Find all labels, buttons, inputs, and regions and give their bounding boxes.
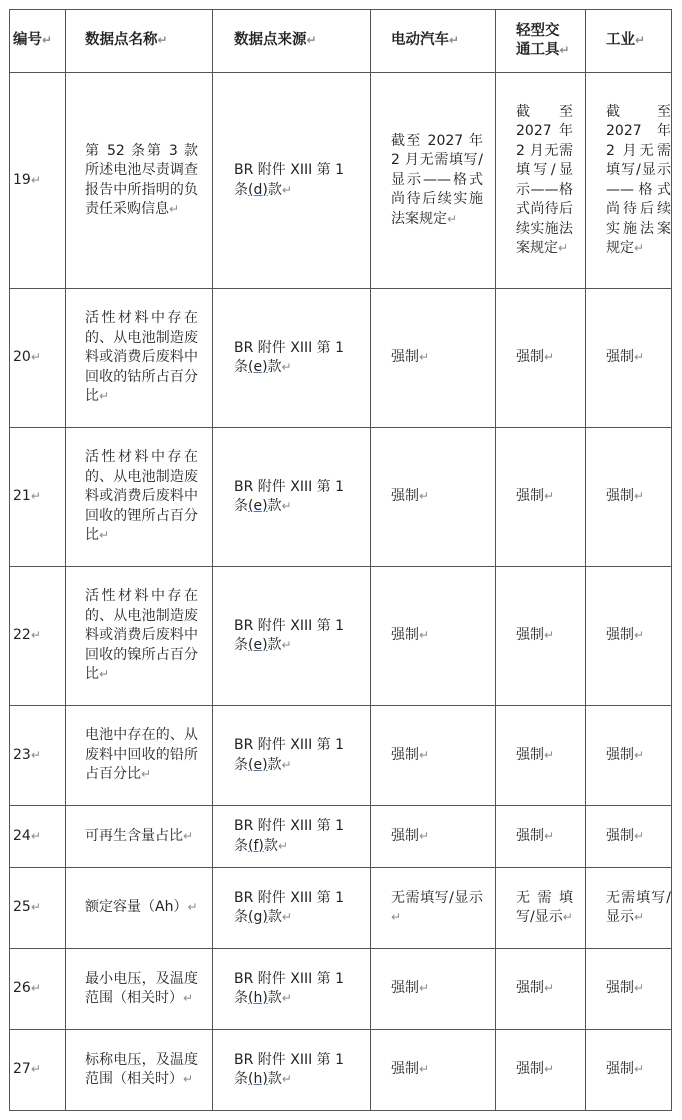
row-id: 26↵ xyxy=(10,949,66,1030)
row-industrial: 强制↵ xyxy=(586,289,672,428)
row-id-text: 26 xyxy=(13,980,31,997)
table-row xyxy=(10,73,672,289)
row-ev: 强制↵ xyxy=(371,806,496,868)
row-source: BR 附件 XIII 第 1 条(g)款↵ xyxy=(213,868,371,949)
row-id: 23↵ xyxy=(10,706,66,806)
source-post: 款 xyxy=(267,756,282,773)
row-name-text: 活性材料中存在的、从电池制造废料或消费后废料中回收的锂所占百分比 xyxy=(85,449,198,544)
row-id: 27↵ xyxy=(10,1030,66,1111)
row-industrial-text: 强制 xyxy=(606,746,634,763)
row-ev-text: 强制 xyxy=(391,980,419,997)
row-source: BR 附件 XIII 第 1 条(e)款↵ xyxy=(213,289,371,428)
row-name-text: 额定容量（Ah） xyxy=(85,899,188,916)
row-ev-text: 强制 xyxy=(391,349,419,366)
source-clause: (d) xyxy=(248,181,268,198)
row-lmt: 强制↵ xyxy=(496,289,586,428)
source-pre: BR 附件 XIII 第 1 条 xyxy=(234,737,345,773)
row-ev: 强制↵ xyxy=(371,567,496,706)
source-clause: (h) xyxy=(248,1071,268,1087)
source-pre: BR 附件 XIII 第 1 条 xyxy=(234,1051,345,1087)
row-industrial-text: 强制 xyxy=(606,827,634,844)
source-post: 款 xyxy=(267,909,282,925)
source-pre: BR 附件 XIII 第 1 条 xyxy=(234,617,345,653)
source-pre: BR 附件 XIII 第 1 条 xyxy=(234,339,345,375)
source-clause: (h) xyxy=(248,990,268,1006)
row-name-text: 第 52 条第 3 款所述电池尽责调查报告中所指明的负责任采购信息 xyxy=(85,142,198,217)
row-industrial-text: 强制 xyxy=(606,1061,634,1078)
row-id-text: 20 xyxy=(13,349,31,366)
row-name: 可再生含量占比↵ xyxy=(66,806,213,868)
row-source: BR 附件 XIII 第 1 条(d)款↵ xyxy=(213,73,371,289)
row-lmt: 强制↵ xyxy=(496,806,586,868)
row-industrial: 无需填写/显示↵ xyxy=(586,868,672,949)
source-pre: BR 附件 XIII 第 1 条 xyxy=(234,818,345,854)
row-id: 25↵ xyxy=(10,868,66,949)
header-name: 数据点名称↵ xyxy=(66,10,213,73)
source-clause: (e) xyxy=(248,637,268,653)
table-row xyxy=(10,428,672,567)
header-lmt: 轻型交通工具↵ xyxy=(496,10,586,73)
source-post: 款 xyxy=(267,359,282,375)
row-ev-text: 无需填写/显示 xyxy=(391,889,483,906)
row-lmt: 强制↵ xyxy=(496,949,586,1030)
source-post: 款 xyxy=(267,637,282,653)
row-industrial-text: 强制 xyxy=(606,627,634,644)
row-id-text: 22 xyxy=(13,627,31,644)
row-ev: 强制↵ xyxy=(371,1030,496,1111)
row-industrial: 强制↵ xyxy=(586,706,672,806)
row-industrial: 强制↵ xyxy=(586,1030,672,1111)
row-ev: 截至 2027 年 2 月无需填写/显示——格式尚待后续实施法案规定↵ xyxy=(371,73,496,289)
row-id-text: 25 xyxy=(13,899,31,916)
table-row xyxy=(10,1030,672,1111)
table-row xyxy=(10,289,672,428)
row-source: BR 附件 XIII 第 1 条(h)款↵ xyxy=(213,1030,371,1111)
row-id: 24↵ xyxy=(10,806,66,868)
row-source: BR 附件 XIII 第 1 条(f)款↵ xyxy=(213,806,371,868)
row-lmt-text: 强制 xyxy=(516,488,544,505)
header-ev: 电动汽车↵ xyxy=(371,10,496,73)
row-lmt-text: 强制 xyxy=(516,980,544,997)
header-source: 数据点来源↵ xyxy=(213,10,371,73)
row-ev: 强制↵ xyxy=(371,428,496,567)
row-source: BR 附件 XIII 第 1 条(e)款↵ xyxy=(213,706,371,806)
row-id: 19↵ xyxy=(10,73,66,289)
source-post: 款 xyxy=(267,990,282,1006)
row-industrial: 强制↵ xyxy=(586,428,672,567)
source-post: 款 xyxy=(267,1071,282,1087)
row-id-text: 19 xyxy=(13,171,31,188)
row-ev-text: 强制 xyxy=(391,827,419,844)
row-id: 21↵ xyxy=(10,428,66,567)
row-ev-text: 强制 xyxy=(391,627,419,644)
row-ev: 强制↵ xyxy=(371,289,496,428)
row-source: BR 附件 XIII 第 1 条(e)款↵ xyxy=(213,567,371,706)
row-ev-text: 截至 2027 年 2 月无需填写/显示——格式尚待后续实施法案规定 xyxy=(391,132,483,227)
data-point-table xyxy=(9,9,672,1111)
header-row xyxy=(10,10,672,73)
source-pre: BR 附件 XIII 第 1 条 xyxy=(234,478,345,514)
table-row xyxy=(10,706,672,806)
row-source: BR 附件 XIII 第 1 条(h)款↵ xyxy=(213,949,371,1030)
source-post: 款 xyxy=(263,837,278,854)
row-name-text: 电池中存在的、从废料中回收的铅所占百分比 xyxy=(85,727,198,783)
source-pre: BR 附件 XIII 第 1 条 xyxy=(234,162,345,198)
row-lmt: 强制↵ xyxy=(496,567,586,706)
row-industrial-text: 无需填写/显示 xyxy=(606,889,671,925)
row-industrial: 截至 2027 年 2 月无需填写/显示——格式尚待后续实施法案规定↵ xyxy=(586,73,672,289)
row-name: 额定容量（Ah）↵ xyxy=(66,868,213,949)
row-lmt: 强制↵ xyxy=(496,1030,586,1111)
row-lmt-text: 强制 xyxy=(516,827,544,844)
source-pre: BR 附件 XIII 第 1 条 xyxy=(234,889,345,925)
row-name-text: 可再生含量占比 xyxy=(85,827,183,844)
table-row xyxy=(10,868,672,949)
row-industrial-text: 强制 xyxy=(606,488,634,505)
row-ev-text: 强制 xyxy=(391,746,419,763)
row-source: BR 附件 XIII 第 1 条(e)款↵ xyxy=(213,428,371,567)
row-name-text: 最小电压，及温度范围（相关时） xyxy=(85,970,198,1006)
row-ev-text: 强制 xyxy=(391,1061,419,1078)
row-id: 20↵ xyxy=(10,289,66,428)
row-lmt: 截至 2027 年 2 月无需填写/显示——格式尚待后续实施法案规定↵ xyxy=(496,73,586,289)
row-ev-text: 强制 xyxy=(391,488,419,505)
row-industrial-text: 强制 xyxy=(606,349,634,366)
row-name: 第 52 条第 3 款所述电池尽责调查报告中所指明的负责任采购信息↵ xyxy=(66,73,213,289)
row-id-text: 24 xyxy=(13,827,31,844)
row-name: 标称电压，及温度范围（相关时）↵ xyxy=(66,1030,213,1111)
table-body xyxy=(10,73,672,1111)
source-clause: (e) xyxy=(248,359,268,375)
row-industrial-text: 强制 xyxy=(606,980,634,997)
row-industrial: 强制↵ xyxy=(586,949,672,1030)
source-clause: (g) xyxy=(248,909,268,925)
row-name-text: 活性材料中存在的、从电池制造废料或消费后废料中回收的镍所占百分比 xyxy=(85,588,198,683)
row-id-text: 21 xyxy=(13,488,31,505)
row-lmt-text: 截至 2027 年 2 月无需填写/显示——格式尚待后续实施法案规定 xyxy=(516,103,573,256)
row-lmt-text: 强制 xyxy=(516,627,544,644)
source-clause: (e) xyxy=(248,756,268,773)
source-clause: (e) xyxy=(248,498,268,514)
row-lmt: 强制↵ xyxy=(496,706,586,806)
row-name-text: 活性材料中存在的、从电池制造废料或消费后废料中回收的钴所占百分比 xyxy=(85,310,198,405)
row-industrial: 强制↵ xyxy=(586,806,672,868)
row-id-text: 27 xyxy=(13,1061,31,1078)
header-industrial: 工业↵ xyxy=(586,10,672,73)
source-pre: BR 附件 XIII 第 1 条 xyxy=(234,970,345,1006)
row-name: 电池中存在的、从废料中回收的铅所占百分比↵ xyxy=(66,706,213,806)
row-name: 活性材料中存在的、从电池制造废料或消费后废料中回收的锂所占百分比↵ xyxy=(66,428,213,567)
row-name: 活性材料中存在的、从电池制造废料或消费后废料中回收的镍所占百分比↵ xyxy=(66,567,213,706)
table-row xyxy=(10,806,672,868)
row-industrial: 强制↵ xyxy=(586,567,672,706)
row-id-text: 23 xyxy=(13,746,31,763)
row-lmt-text: 强制 xyxy=(516,746,544,763)
row-ev: 无需填写/显示↵ xyxy=(371,868,496,949)
row-name: 活性材料中存在的、从电池制造废料或消费后废料中回收的钴所占百分比↵ xyxy=(66,289,213,428)
row-lmt: 无需填写/显示↵ xyxy=(496,868,586,949)
row-ev: 强制↵ xyxy=(371,949,496,1030)
row-name: 最小电压，及温度范围（相关时）↵ xyxy=(66,949,213,1030)
row-ev: 强制↵ xyxy=(371,706,496,806)
row-id: 22↵ xyxy=(10,567,66,706)
header-id: 编号↵ xyxy=(10,10,66,73)
source-clause: (f) xyxy=(248,837,264,854)
source-post: 款 xyxy=(267,498,282,514)
row-lmt-text: 无需填写/显示 xyxy=(516,889,573,925)
row-lmt-text: 强制 xyxy=(516,349,544,366)
row-name-text: 标称电压，及温度范围（相关时） xyxy=(85,1051,198,1087)
source-post: 款 xyxy=(267,181,282,198)
table-row xyxy=(10,949,672,1030)
row-lmt: 强制↵ xyxy=(496,428,586,567)
table-row xyxy=(10,567,672,706)
row-industrial-text: 截至 2027 年 2 月无需填写/显示——格式尚待后续实施法案规定 xyxy=(606,103,671,256)
row-lmt-text: 强制 xyxy=(516,1061,544,1078)
